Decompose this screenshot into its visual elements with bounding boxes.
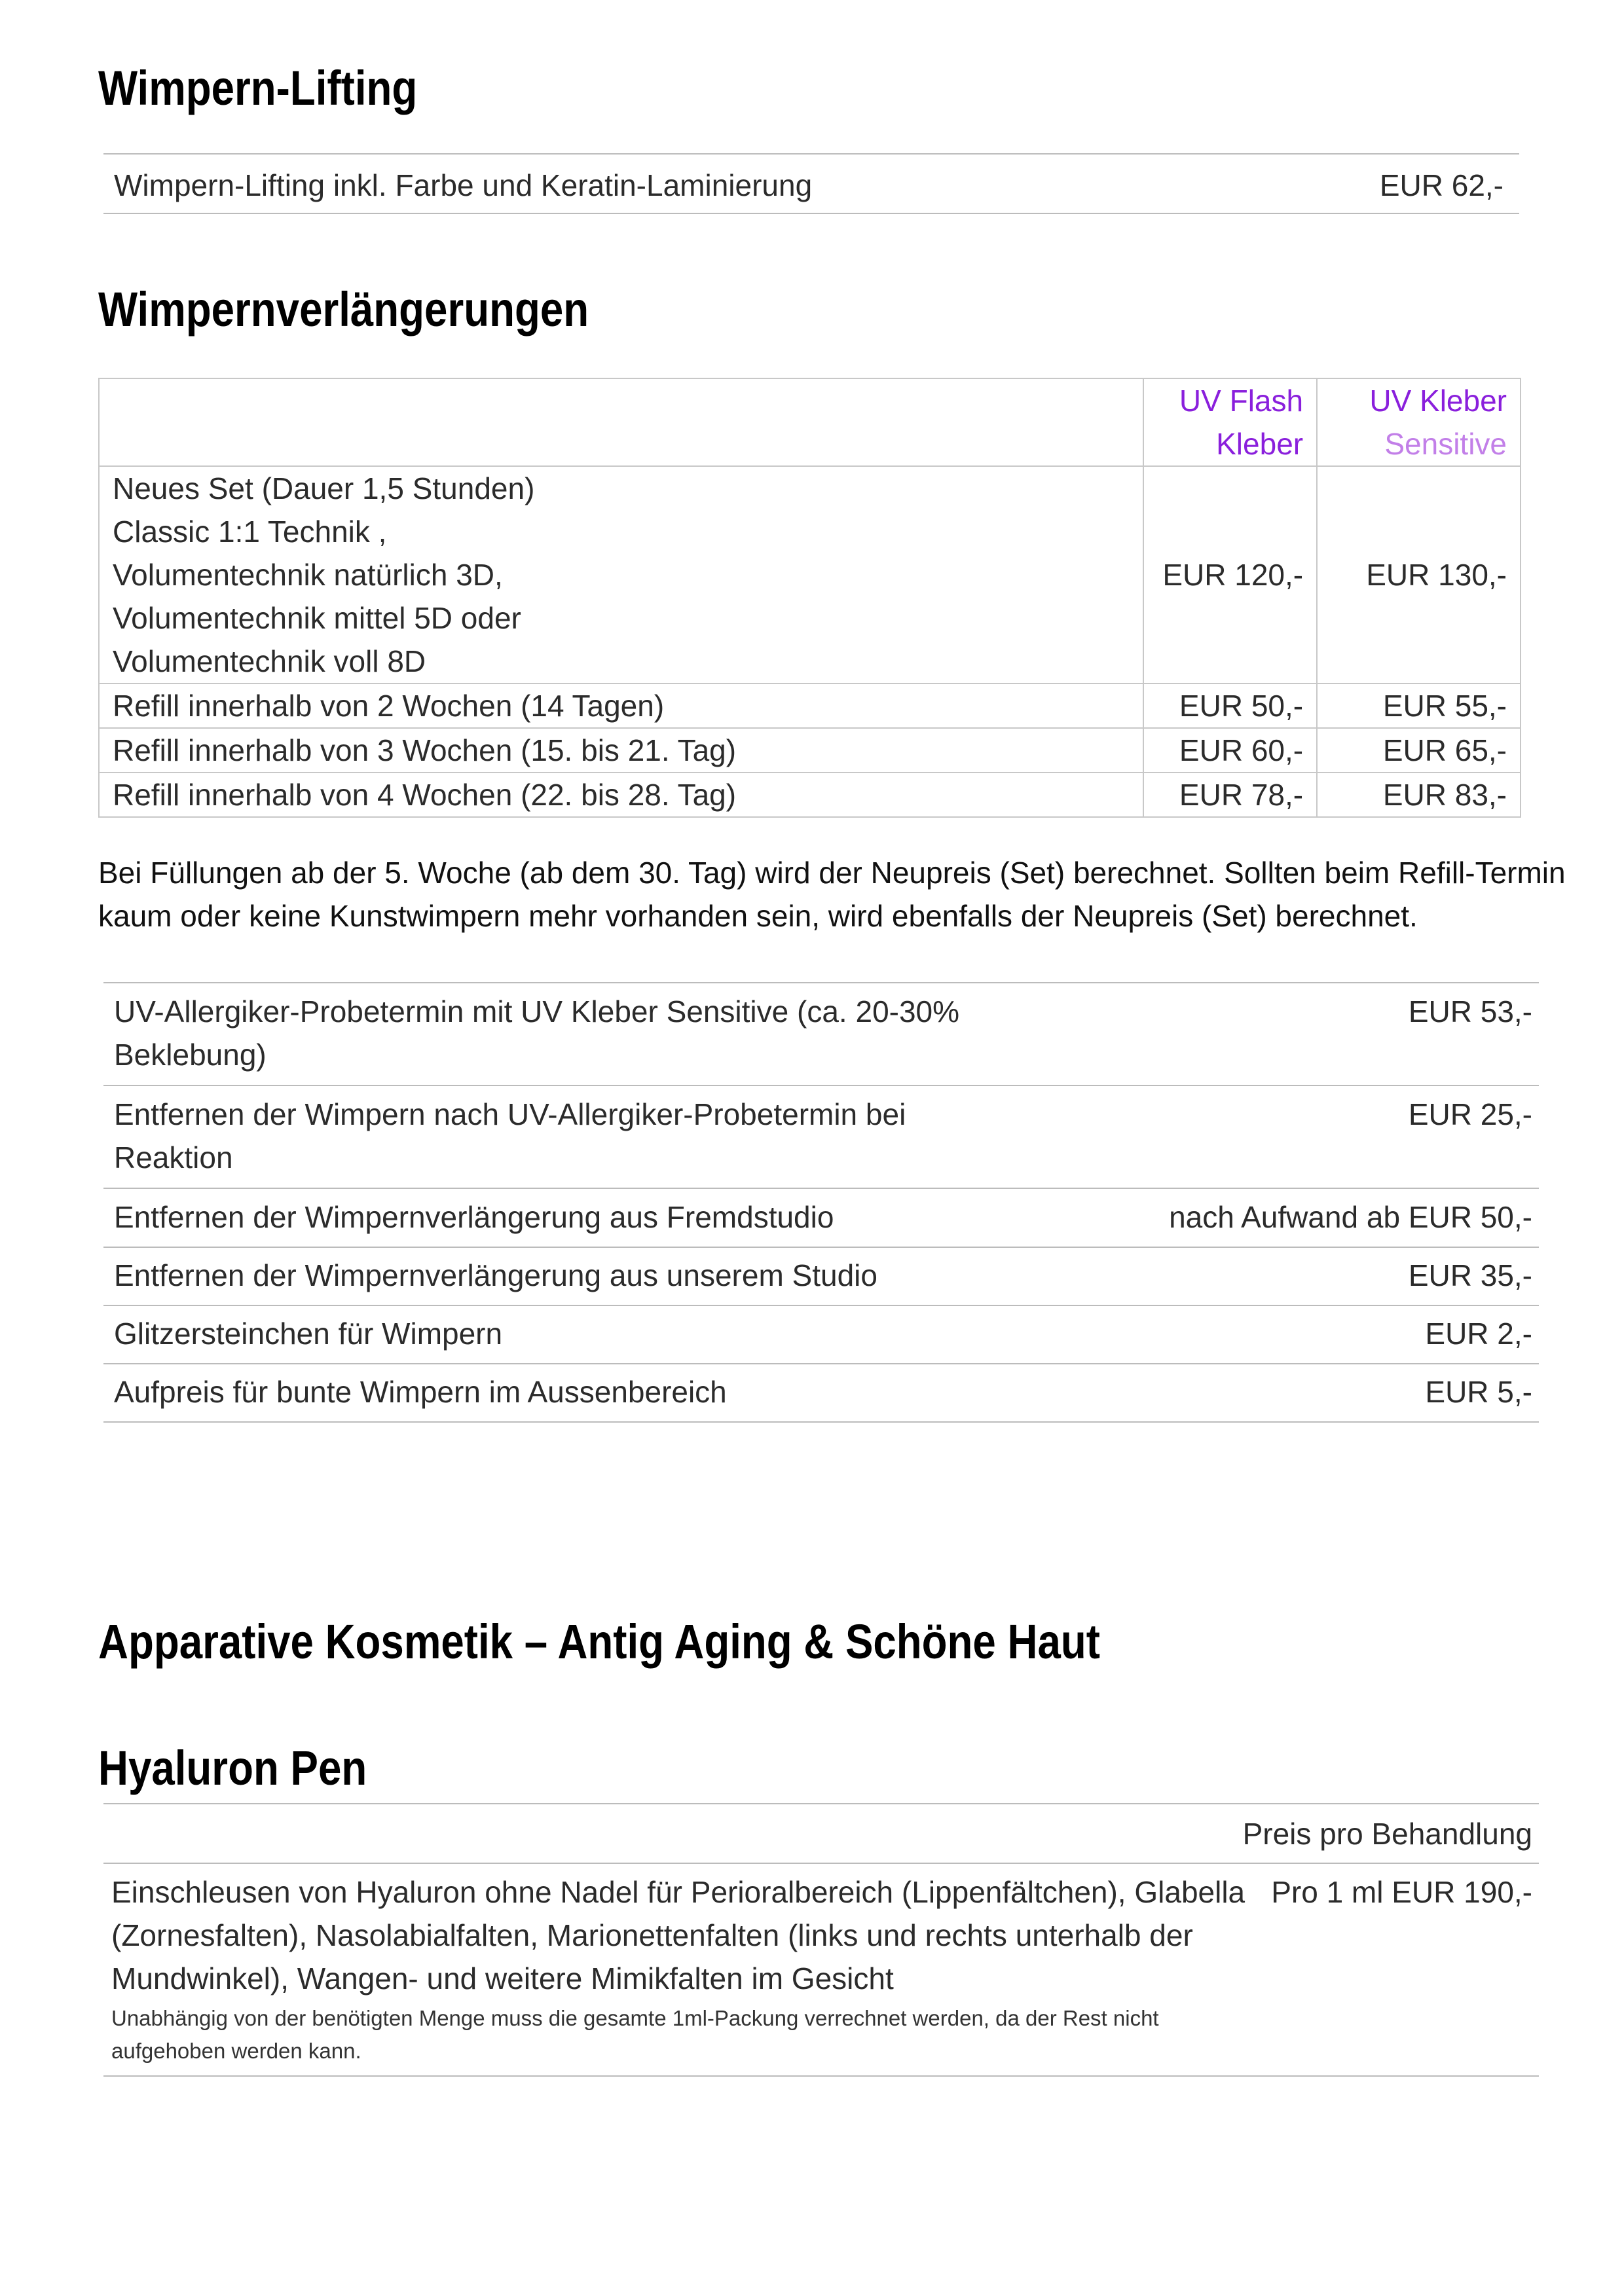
extra-label-line: UV-Allergiker-Probetermin mit UV Kleber Sensitive (ca. 20-30% [114,994,960,1029]
refill-note-line: Bei Füllungen ab der 5. Woche (ab dem 30. Tag) wird der Neupreis (Set) berechnet. Sollten beim Refill-Termin [98,856,1566,890]
extra-label-line: Beklebung) [114,1038,267,1072]
refill-price-flash: EUR 60,- [1143,728,1317,773]
hyaluron-fineprint-line: Unabhängig von der benötigten Menge muss die gesamte 1ml-Packung verrechnet werden, da der Rest nicht [111,2006,1159,2030]
refill-price-flash: EUR 50,- [1143,683,1317,728]
divider [103,1305,1539,1306]
heading-hyaluron-pen: Hyaluron Pen [98,1741,367,1795]
col-header-line: Kleber [1216,427,1304,461]
table-row [99,728,1521,773]
col-header-line: Sensitive [1384,427,1507,461]
refill-price-flash: EUR 78,- [1143,773,1317,817]
hyaluron-description-line: Einschleusen von Hyaluron ohne Nadel für Perioralbereich (Lippenfältchen), Glabella [111,1875,1246,1909]
new-set-price-flash: EUR 120,- [1143,466,1317,683]
divider [103,1247,1539,1248]
refill-label: Refill innerhalb von 2 Wochen (14 Tagen) [99,683,1143,728]
divider [103,982,1539,983]
extra-item-label: Entfernen der Wimpernverlängerung aus unserem Studio [114,1258,877,1292]
divider [103,2075,1539,2077]
col-header-line: UV Kleber [1369,384,1507,418]
col-header-uv-kleber-sensitive [1317,378,1521,466]
refill-note-line: kaum oder keine Kunstwimpern mehr vorhanden sein, wird ebenfalls der Neupreis (Set) berechnet. [98,899,1418,933]
extra-item-label: Entfernen der Wimpernverlängerung aus Fremdstudio [114,1200,834,1234]
extra-item-price: EUR 53,- [1408,994,1532,1029]
divider [103,1363,1539,1364]
divider [103,153,1519,155]
extensions-price-table [98,378,1521,818]
extra-item-label: Glitzersteinchen für Wimpern [114,1317,503,1351]
table-row [99,683,1521,728]
col-header-line: UV Flash [1179,384,1304,418]
divider [103,1803,1539,1804]
divider [103,213,1519,214]
extra-item-price: EUR 25,- [1408,1097,1532,1131]
extra-item-price: EUR 35,- [1408,1258,1532,1292]
extra-item-price: nach Aufwand ab EUR 50,- [1169,1200,1532,1234]
new-set-price-sensitive: EUR 130,- [1317,466,1521,683]
set-line: Classic 1:1 Technik , [113,515,387,549]
heading-wimpern-lifting: Wimpern-Lifting [98,61,418,115]
refill-price-sensitive: EUR 55,- [1317,683,1521,728]
col-header-uv-flash-kleber [1143,378,1317,466]
refill-label: Refill innerhalb von 3 Wochen (15. bis 21. Tag) [99,728,1143,773]
extra-item-label: Aufpreis für bunte Wimpern im Aussenbereich [114,1375,727,1409]
extra-item-label [114,990,959,1076]
extra-label-line: Entfernen der Wimpern nach UV-Allergiker-Probetermin bei [114,1097,906,1131]
lifting-item-label: Wimpern-Lifting inkl. Farbe und Keratin-Laminierung [114,168,813,202]
extra-item-label [114,1093,906,1179]
table-header-empty [99,378,1143,466]
refill-price-sensitive: EUR 83,- [1317,773,1521,817]
col-header-preis-pro-behandlung: Preis pro Behandlung [1242,1817,1532,1851]
heading-wimpernverlaengerungen: Wimpernverlängerungen [98,282,589,337]
refill-price-sensitive: EUR 65,- [1317,728,1521,773]
extra-item-price: EUR 5,- [1425,1375,1532,1409]
extra-label-line: Reaktion [114,1140,233,1175]
set-line: Neues Set (Dauer 1,5 Stunden) [113,471,535,505]
hyaluron-fineprint-line: aufgehoben werden kann. [111,2039,361,2063]
table-row [99,773,1521,817]
set-line: Volumentechnik voll 8D [113,644,426,678]
set-line: Volumentechnik mittel 5D oder [113,601,521,635]
refill-label: Refill innerhalb von 4 Wochen (22. bis 28. Tag) [99,773,1143,817]
divider [103,1421,1539,1423]
new-set-description [99,466,1143,683]
lifting-item-price: EUR 62,- [1379,168,1504,202]
divider [103,1188,1539,1189]
hyaluron-description-line: (Zornesfalten), Nasolabialfalten, Marionettenfalten (links und rechts unterhalb der [111,1918,1193,1952]
set-line: Volumentechnik natürlich 3D, [113,558,503,592]
heading-apparative-kosmetik: Apparative Kosmetik – Antig Aging & Schöne Haut [98,1614,1100,1669]
table-header-row [99,378,1521,466]
hyaluron-price: Pro 1 ml EUR 190,- [1271,1875,1532,1909]
extra-item-price: EUR 2,- [1425,1317,1532,1351]
table-row [99,466,1521,683]
hyaluron-description-line: Mundwinkel), Wangen- und weitere Mimikfalten im Gesicht [111,1961,894,1995]
divider [103,1863,1539,1864]
divider [103,1085,1539,1086]
